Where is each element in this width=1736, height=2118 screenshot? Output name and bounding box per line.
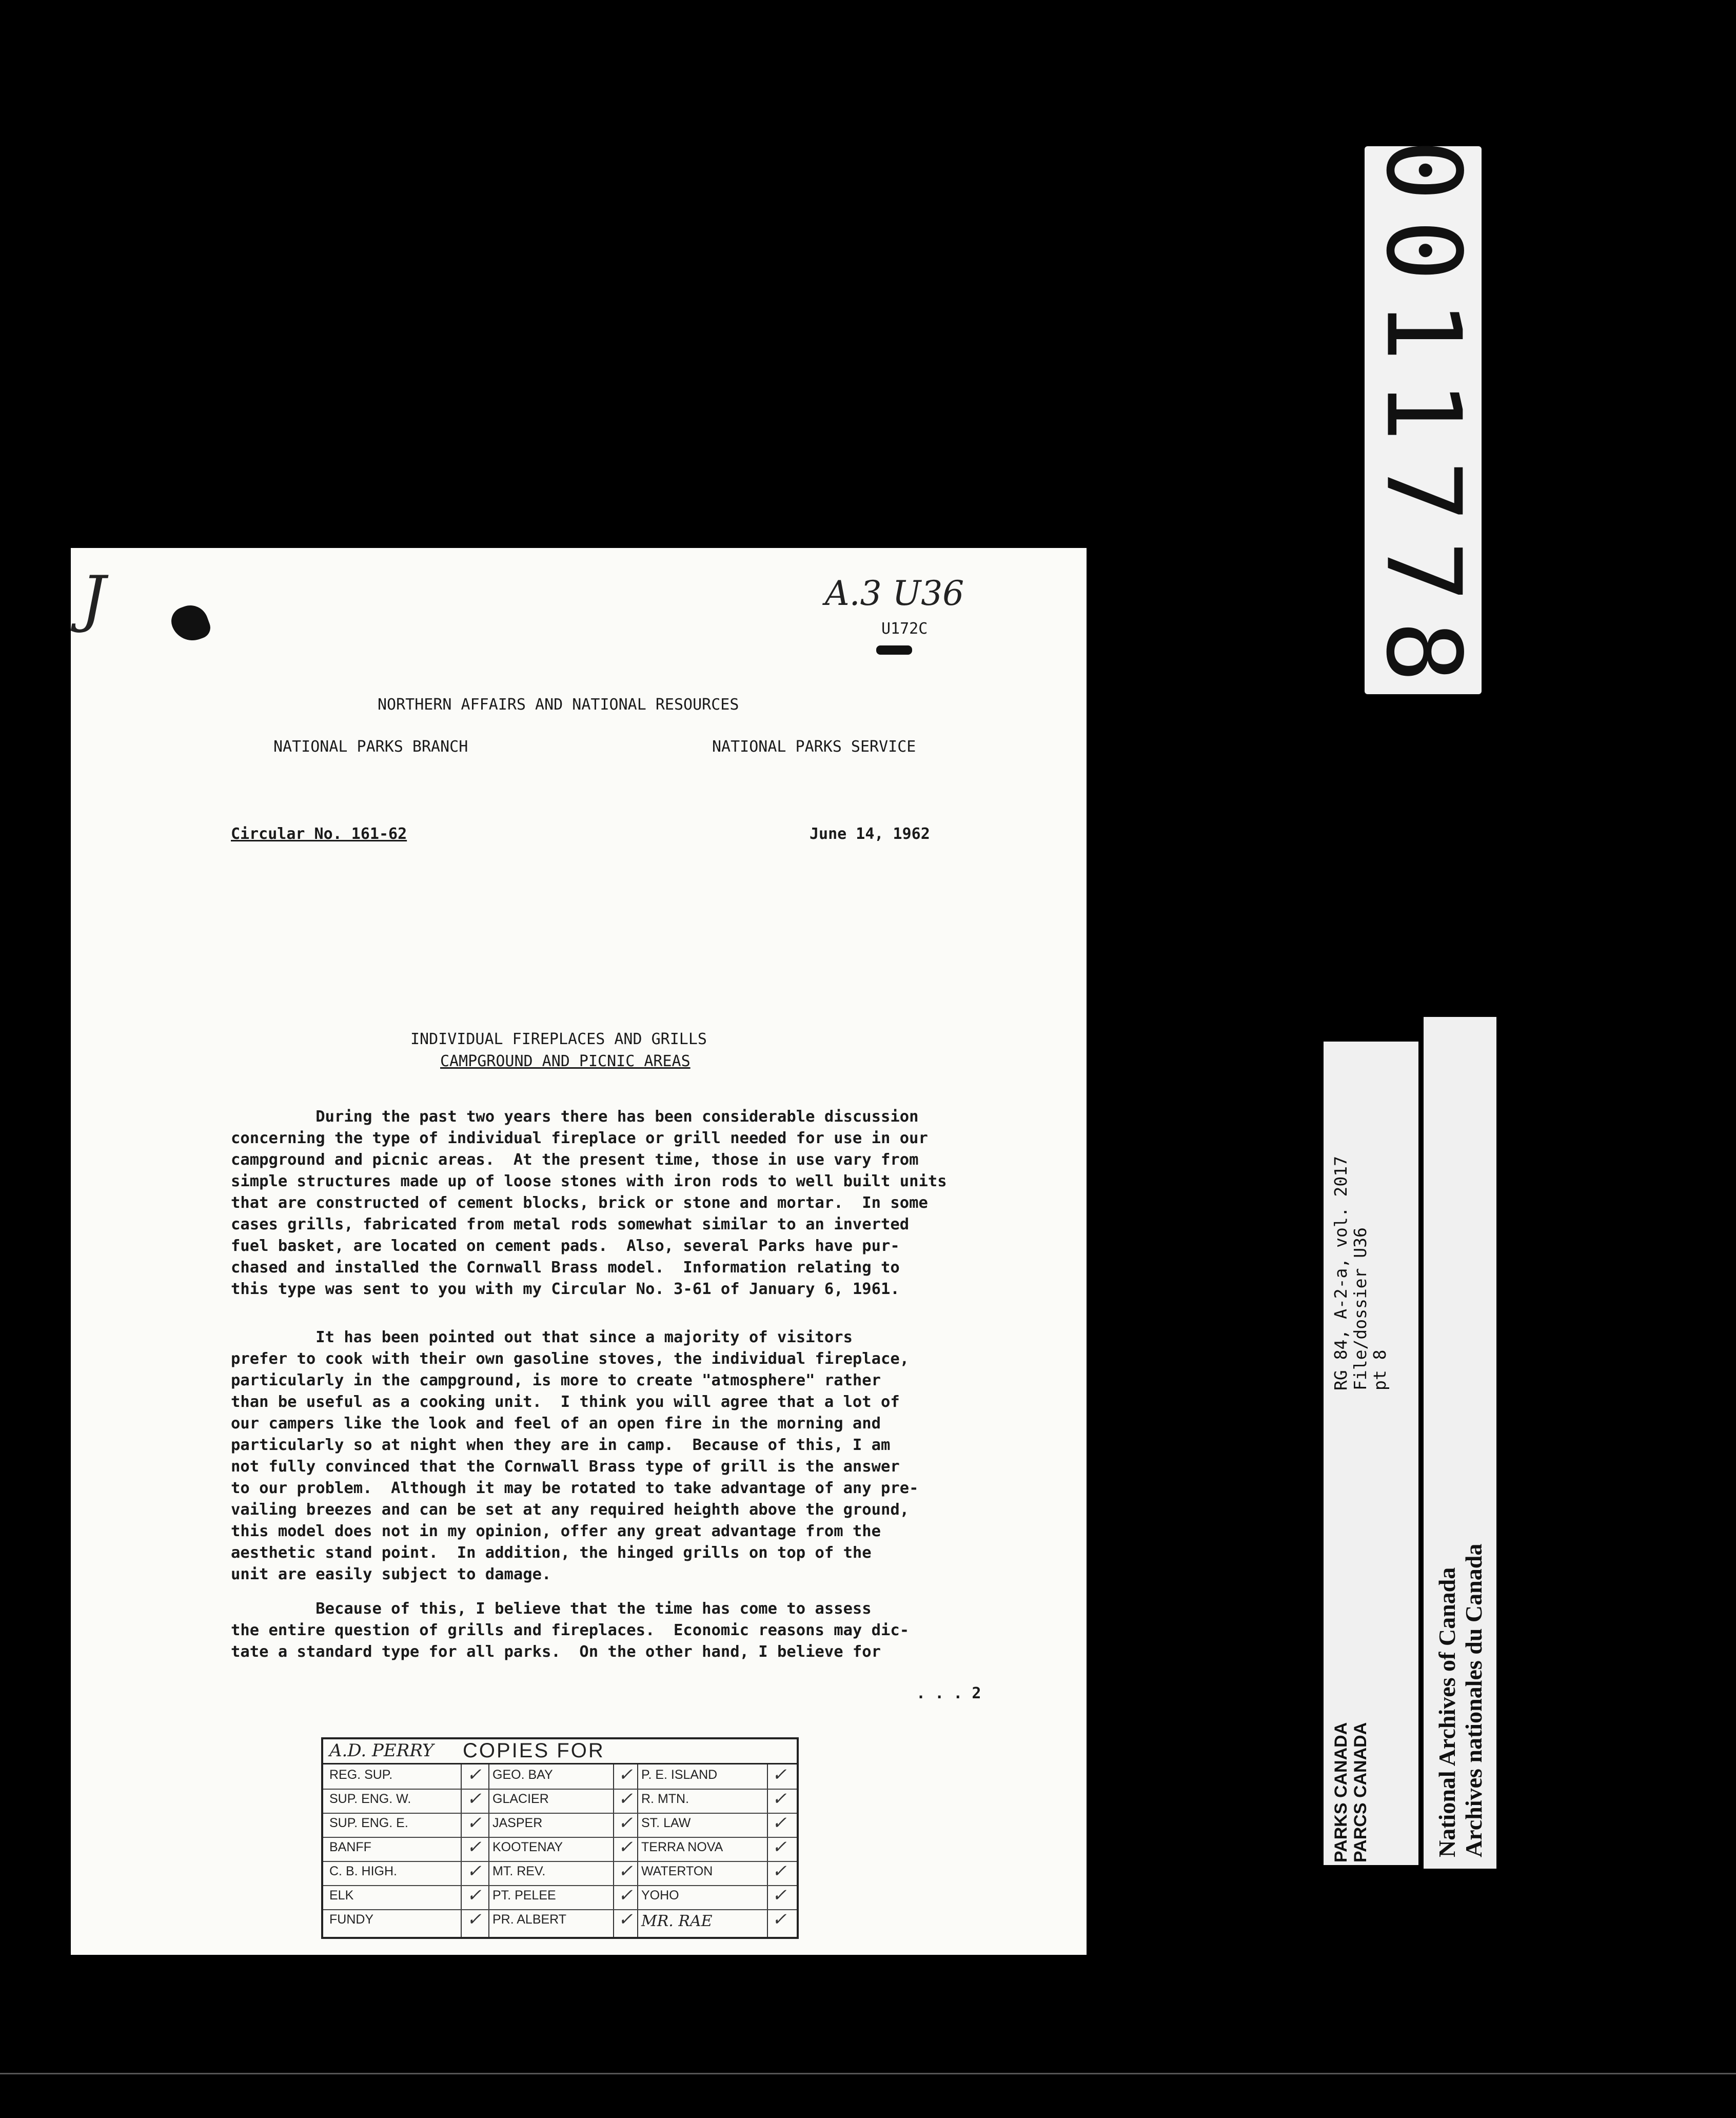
circular-number: Circular No. 161-62 bbox=[231, 825, 407, 843]
table-row: FUNDY ✓ PR. ALBERT ✓ MR. RAE ✓ bbox=[329, 1909, 787, 1930]
document-page bbox=[71, 548, 1087, 1955]
archive-reference-label: RG 84, A-2-a, vol. 2017 File/dossier U36 pt 8 bbox=[1331, 1156, 1390, 1390]
page-continuation: . . . 2 bbox=[916, 1684, 981, 1702]
table-row: SUP. ENG. E. ✓ JASPER ✓ ST. LAW ✓ bbox=[323, 1813, 797, 1838]
department-heading: NORTHERN AFFAIRS AND NATIONAL RESOURCES bbox=[378, 696, 739, 714]
parks-canada-label: PARKS CANADA PARCS CANADA bbox=[1331, 1722, 1370, 1862]
handwritten-recipient: A.D. PERRY bbox=[329, 1740, 434, 1761]
frame-number: 0011778 bbox=[1363, 139, 1483, 701]
circular-date: June 14, 1962 bbox=[810, 825, 930, 843]
paragraph-3: Because of this, I believe that the time has come to assess the entire question of grills and fireplaces. Economic reasons may dic- tate a standard type for all parks. On the other hand, I believe for bbox=[231, 1600, 910, 1661]
ink-blot bbox=[167, 600, 213, 646]
frame-number-strip bbox=[1363, 139, 1483, 701]
table-row: ELK ✓ PT. PELEE ✓ YOHO ✓ bbox=[323, 1885, 797, 1910]
table-row: REG. SUP. ✓ GEO. BAY ✓ P. E. ISLAND ✓ bbox=[323, 1764, 797, 1790]
copies-heading: COPIES FOR bbox=[463, 1739, 605, 1762]
branch-heading: NATIONAL PARKS BRANCH bbox=[273, 738, 468, 756]
frame-divider bbox=[0, 2073, 1736, 2074]
national-archives-label: National Archives of Canada Archives nationales du Canada bbox=[1434, 1543, 1487, 1857]
subject-title-line1: INDIVIDUAL FIREPLACES AND GRILLS bbox=[410, 1030, 707, 1048]
paragraph-1: During the past two years there has been considerable discussion concerning the type of individual fireplace or grill needed for use in our campground and picnic areas. At the present time, those in use vary from simple structures made up of loose stones with iron rods to well built units that are constructed of cement blocks, brick or stone and mortar. In some cases grills, fabricated from metal rods somewhat similar to an inverted fuel basket, are located on cement pads. Also, several Parks have pur- chased and installed the Cornwall Brass model. Information relating to this type was sent to you with my Circular No. 3-61 of January 6, 1961. bbox=[231, 1108, 947, 1298]
file-stamp: U172C bbox=[881, 620, 928, 638]
table-row: C. B. HIGH. ✓ MT. REV. ✓ WATERTON ✓ bbox=[323, 1861, 797, 1886]
copies-table-header bbox=[323, 1739, 797, 1764]
table-row: BANFF ✓ KOOTENAY ✓ TERRA NOVA ✓ bbox=[323, 1837, 797, 1862]
table-row: SUP. ENG. W. ✓ GLACIER ✓ R. MTN. ✓ bbox=[323, 1789, 797, 1814]
copies-distribution-table bbox=[321, 1737, 799, 1939]
file-number: A.3 U36 bbox=[825, 574, 964, 613]
subject-title-line2: CAMPGROUND AND PICNIC AREAS bbox=[440, 1052, 691, 1070]
service-heading: NATIONAL PARKS SERVICE bbox=[712, 738, 916, 756]
handwritten-corner-mark: J bbox=[81, 563, 106, 635]
paragraph-2: It has been pointed out that since a majority of visitors prefer to cook with their own gasoline stoves, the individual fireplace, particularly in the campground, is more to create "atmosphere" rather than be useful as a cooking unit. I think you will agree that a lot of our campers like the look and feel of an open fire in the morning and particularly so at night when they are in camp. Because of this, I am not fully convinced that the Cornwall Brass type of grill is the answer to our problem. Although it may be rotated to take advantage of any pre- vailing breezes and can be set at any required heighth above the ground, this model does not in my opinion, offer any great advantage from the aesthetic stand point. In addition, the hinged grills on top of the unit are easily subject to damage. bbox=[231, 1328, 919, 1583]
ink-mark bbox=[876, 645, 912, 655]
